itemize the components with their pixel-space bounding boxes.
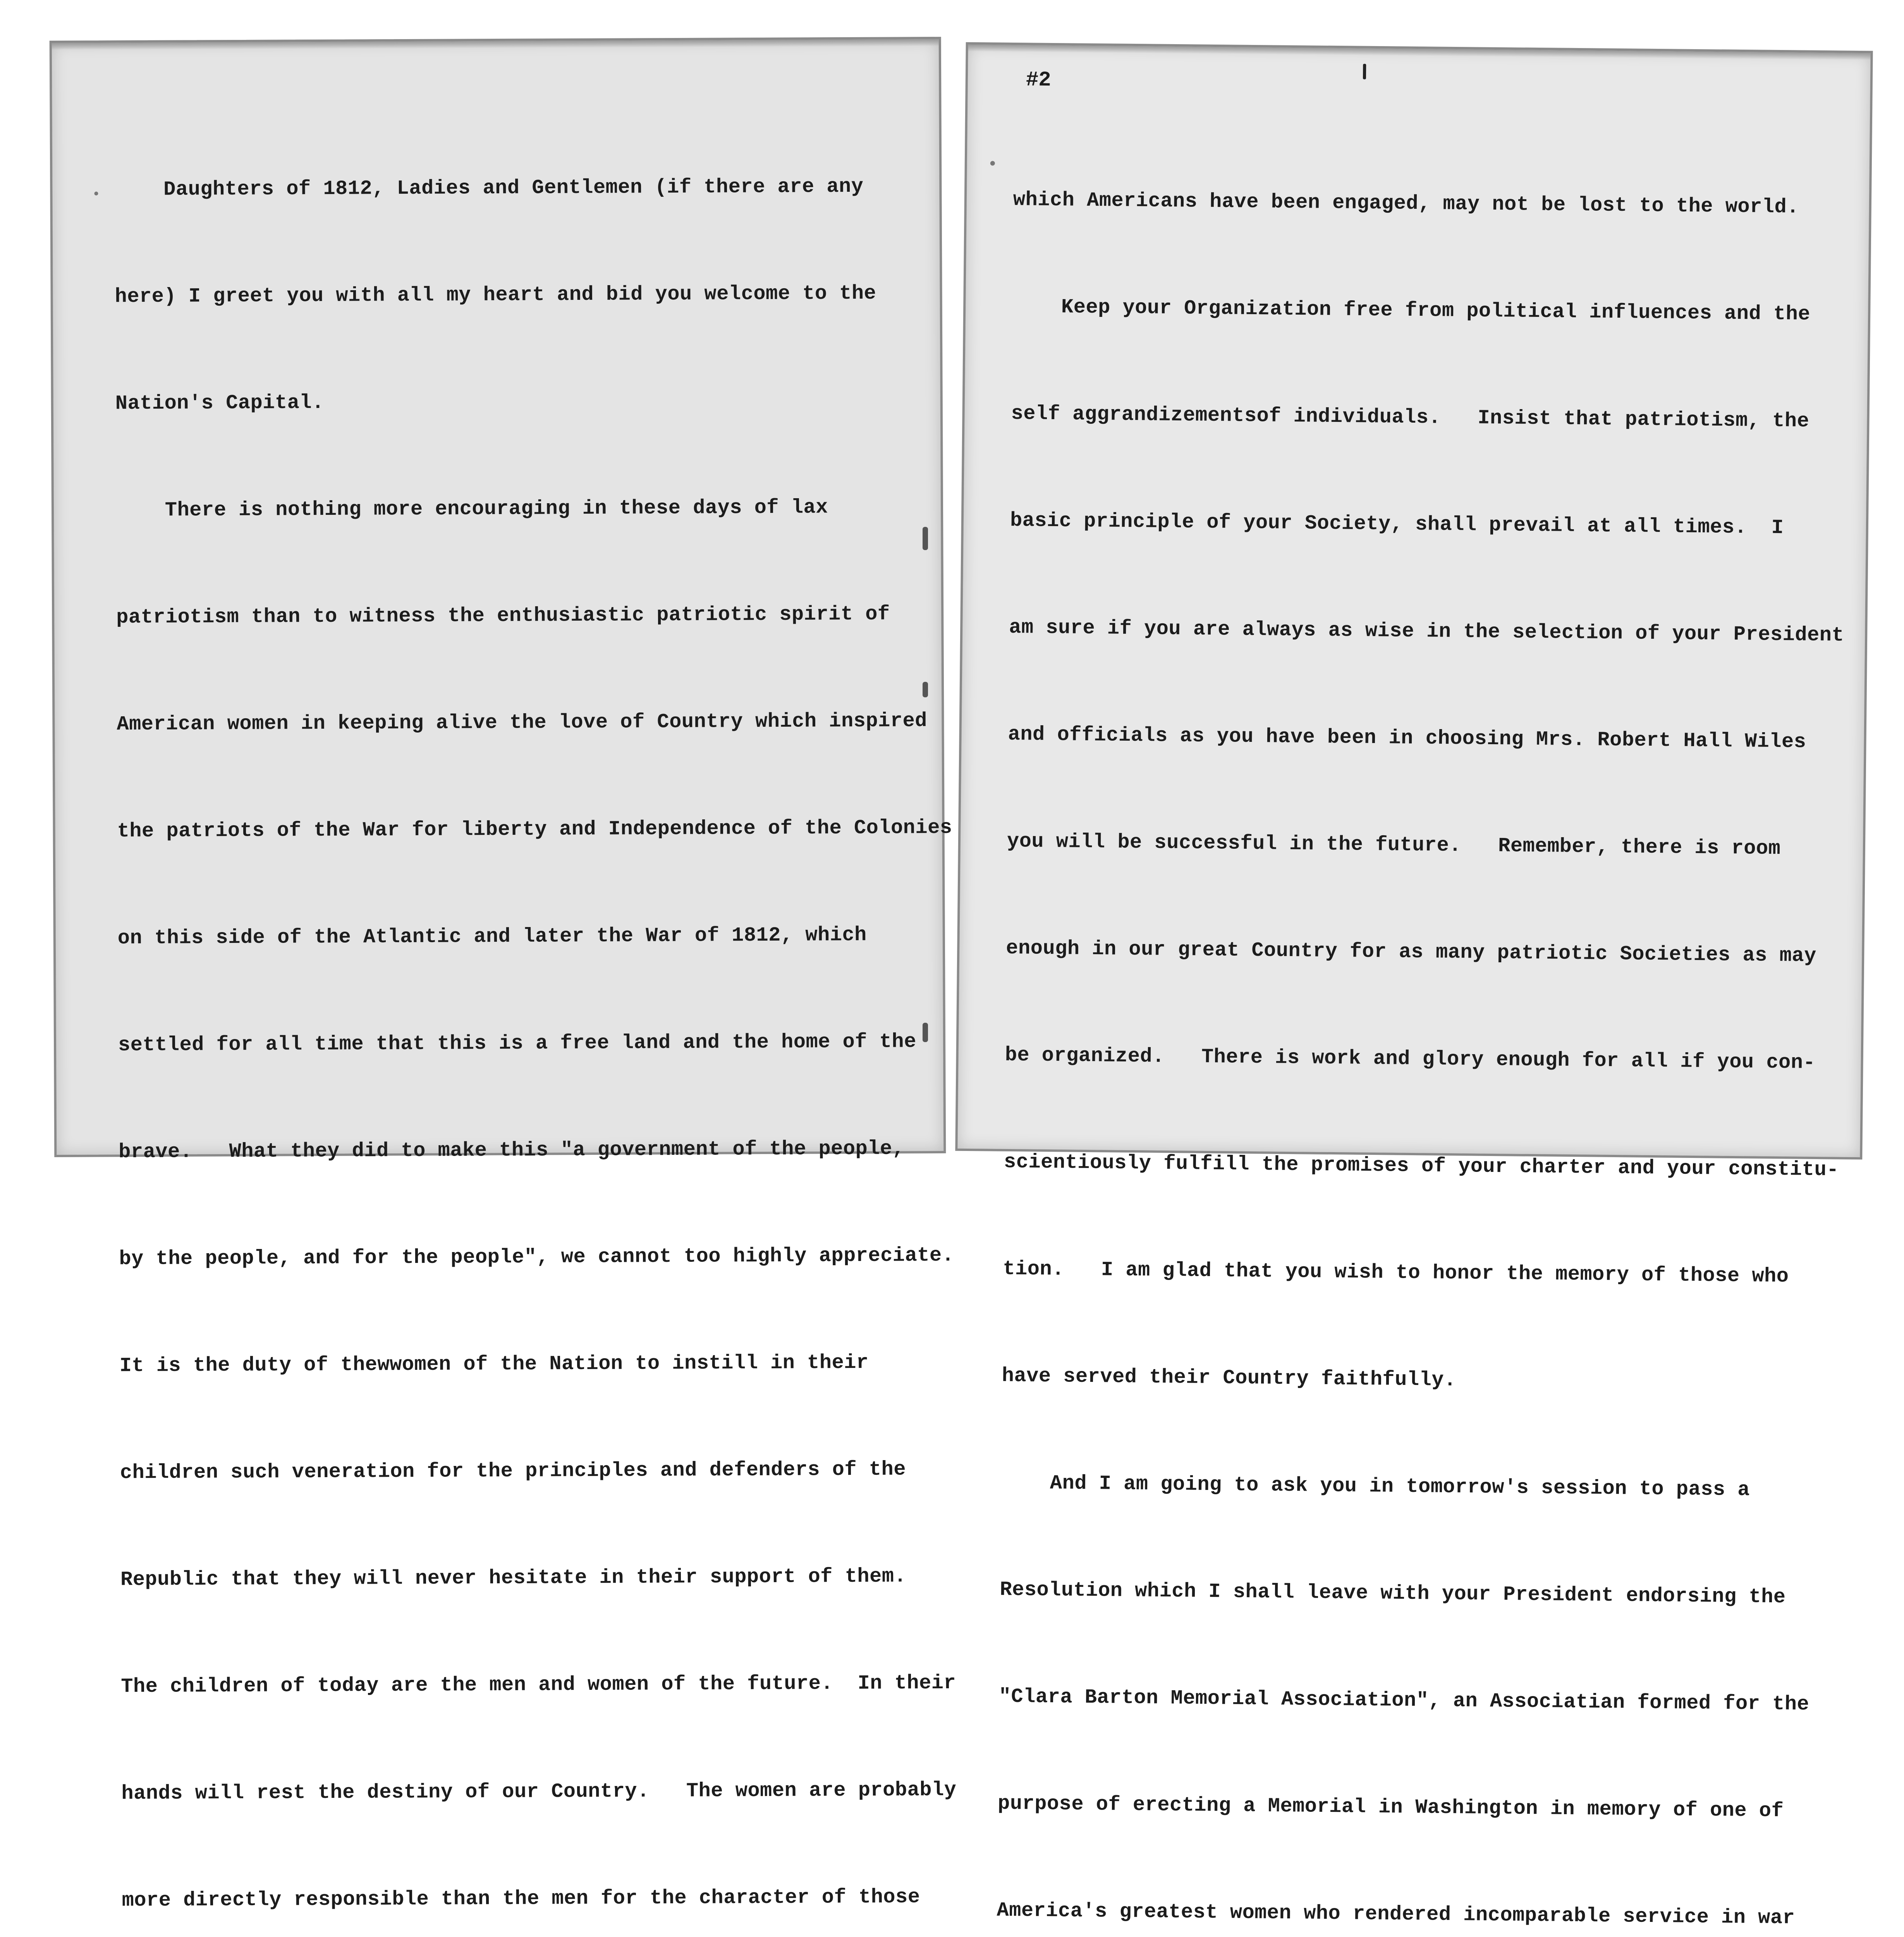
text-line: patriotism than to witness the enthusiastic patriotic spirit of	[116, 602, 890, 629]
text-line: And I am going to ask you in tomorrow's session to pass a	[1000, 1471, 1750, 1502]
text-line: "Clara Barton Memorial Association", an Associatian formed for the	[998, 1685, 1809, 1716]
text-line: Nation's Capital.	[115, 391, 324, 415]
text-line: America's greatest women who rendered incomparable service in war	[997, 1899, 1795, 1930]
text-line: am sure if you are always as wise in the selection of your President	[1009, 616, 1844, 647]
left-page	[50, 37, 957, 1912]
text-line: brave. What they did to make this "a government of the people,	[119, 1137, 905, 1164]
text-line: It is the duty of thewwomen of the Nation to instill in their	[119, 1351, 869, 1378]
text-line: on this side of the Atlantic and later the War of 1812, which	[117, 923, 867, 950]
binding-mark	[923, 1023, 928, 1042]
text-line: There is nothing more encouraging in these days of lax	[115, 496, 828, 522]
text-line: Republic that they will never hesitate in their support of them.	[120, 1565, 907, 1591]
text-line: children such veneration for the principles and defenders of the	[120, 1458, 906, 1485]
text-line: self aggrandizementsof individuals. Insist that patriotism, the	[1011, 402, 1809, 433]
binding-mark	[923, 682, 928, 697]
text-line: by the people, and for the people", we cannot too highly appreciate.	[119, 1244, 954, 1271]
text-line: Keep your Organization free from political influences and the	[1012, 295, 1811, 326]
ink-speck	[990, 161, 995, 165]
text-line: be organized. There is work and glory enough for all if you con-	[1005, 1043, 1816, 1074]
text-line: Daughters of 1812, Ladies and Gentlemen (if there are any	[114, 175, 864, 201]
text-line: settled for all time that this is a free land and the home of the	[118, 1030, 916, 1057]
text-line: purpose of erecting a Memorial in Washington in memory of one of	[997, 1792, 1784, 1823]
text-line: which Americans have been engaged, may not be lost to the world.	[1013, 188, 1799, 219]
right-page-text	[990, 111, 1849, 1937]
text-line: more directly responsible than the men for the character of those	[122, 1885, 920, 1912]
ink-speck	[94, 191, 98, 195]
text-line: Resolution which I shall leave with your President endorsing the	[1000, 1578, 1786, 1609]
left-page-text	[114, 97, 974, 1937]
right-page	[955, 42, 1873, 1930]
text-line: hands will rest the destiny of our Country. The women are probably	[121, 1778, 957, 1805]
text-line: the patriots of the War for liberty and Independence of the Colonies	[117, 816, 952, 843]
text-line: American women in keeping alive the love of Country which inspired	[117, 709, 928, 736]
text-line: and officials as you have been in choosing Mrs. Robert Hall Wiles	[1008, 723, 1806, 753]
ink-mark	[1363, 64, 1366, 79]
text-line: you will be successful in the future. Remember, there is room	[1007, 829, 1781, 860]
text-line: have served their Country faithfully.	[1002, 1364, 1457, 1392]
text-line: The children of today are the men and women of the future. In their	[121, 1671, 956, 1698]
page-edge-shadow	[968, 45, 1871, 60]
text-line: scientiously fulfill the promises of your charter and your constitu-	[1004, 1150, 1839, 1182]
page-number: #2	[1026, 68, 1051, 92]
text-line: enough in our great Country for as many patriotic Societies as may	[1006, 936, 1817, 968]
binding-mark	[923, 527, 928, 550]
page-edge-shadow	[52, 39, 939, 50]
text-line: basic principle of your Society, shall prevail at all times. I	[1010, 509, 1784, 540]
text-line: here) I greet you with all my heart and bid you welcome to the	[115, 282, 876, 308]
text-line: tion. I am glad that you wish to honor the memory of those who	[1003, 1257, 1789, 1288]
